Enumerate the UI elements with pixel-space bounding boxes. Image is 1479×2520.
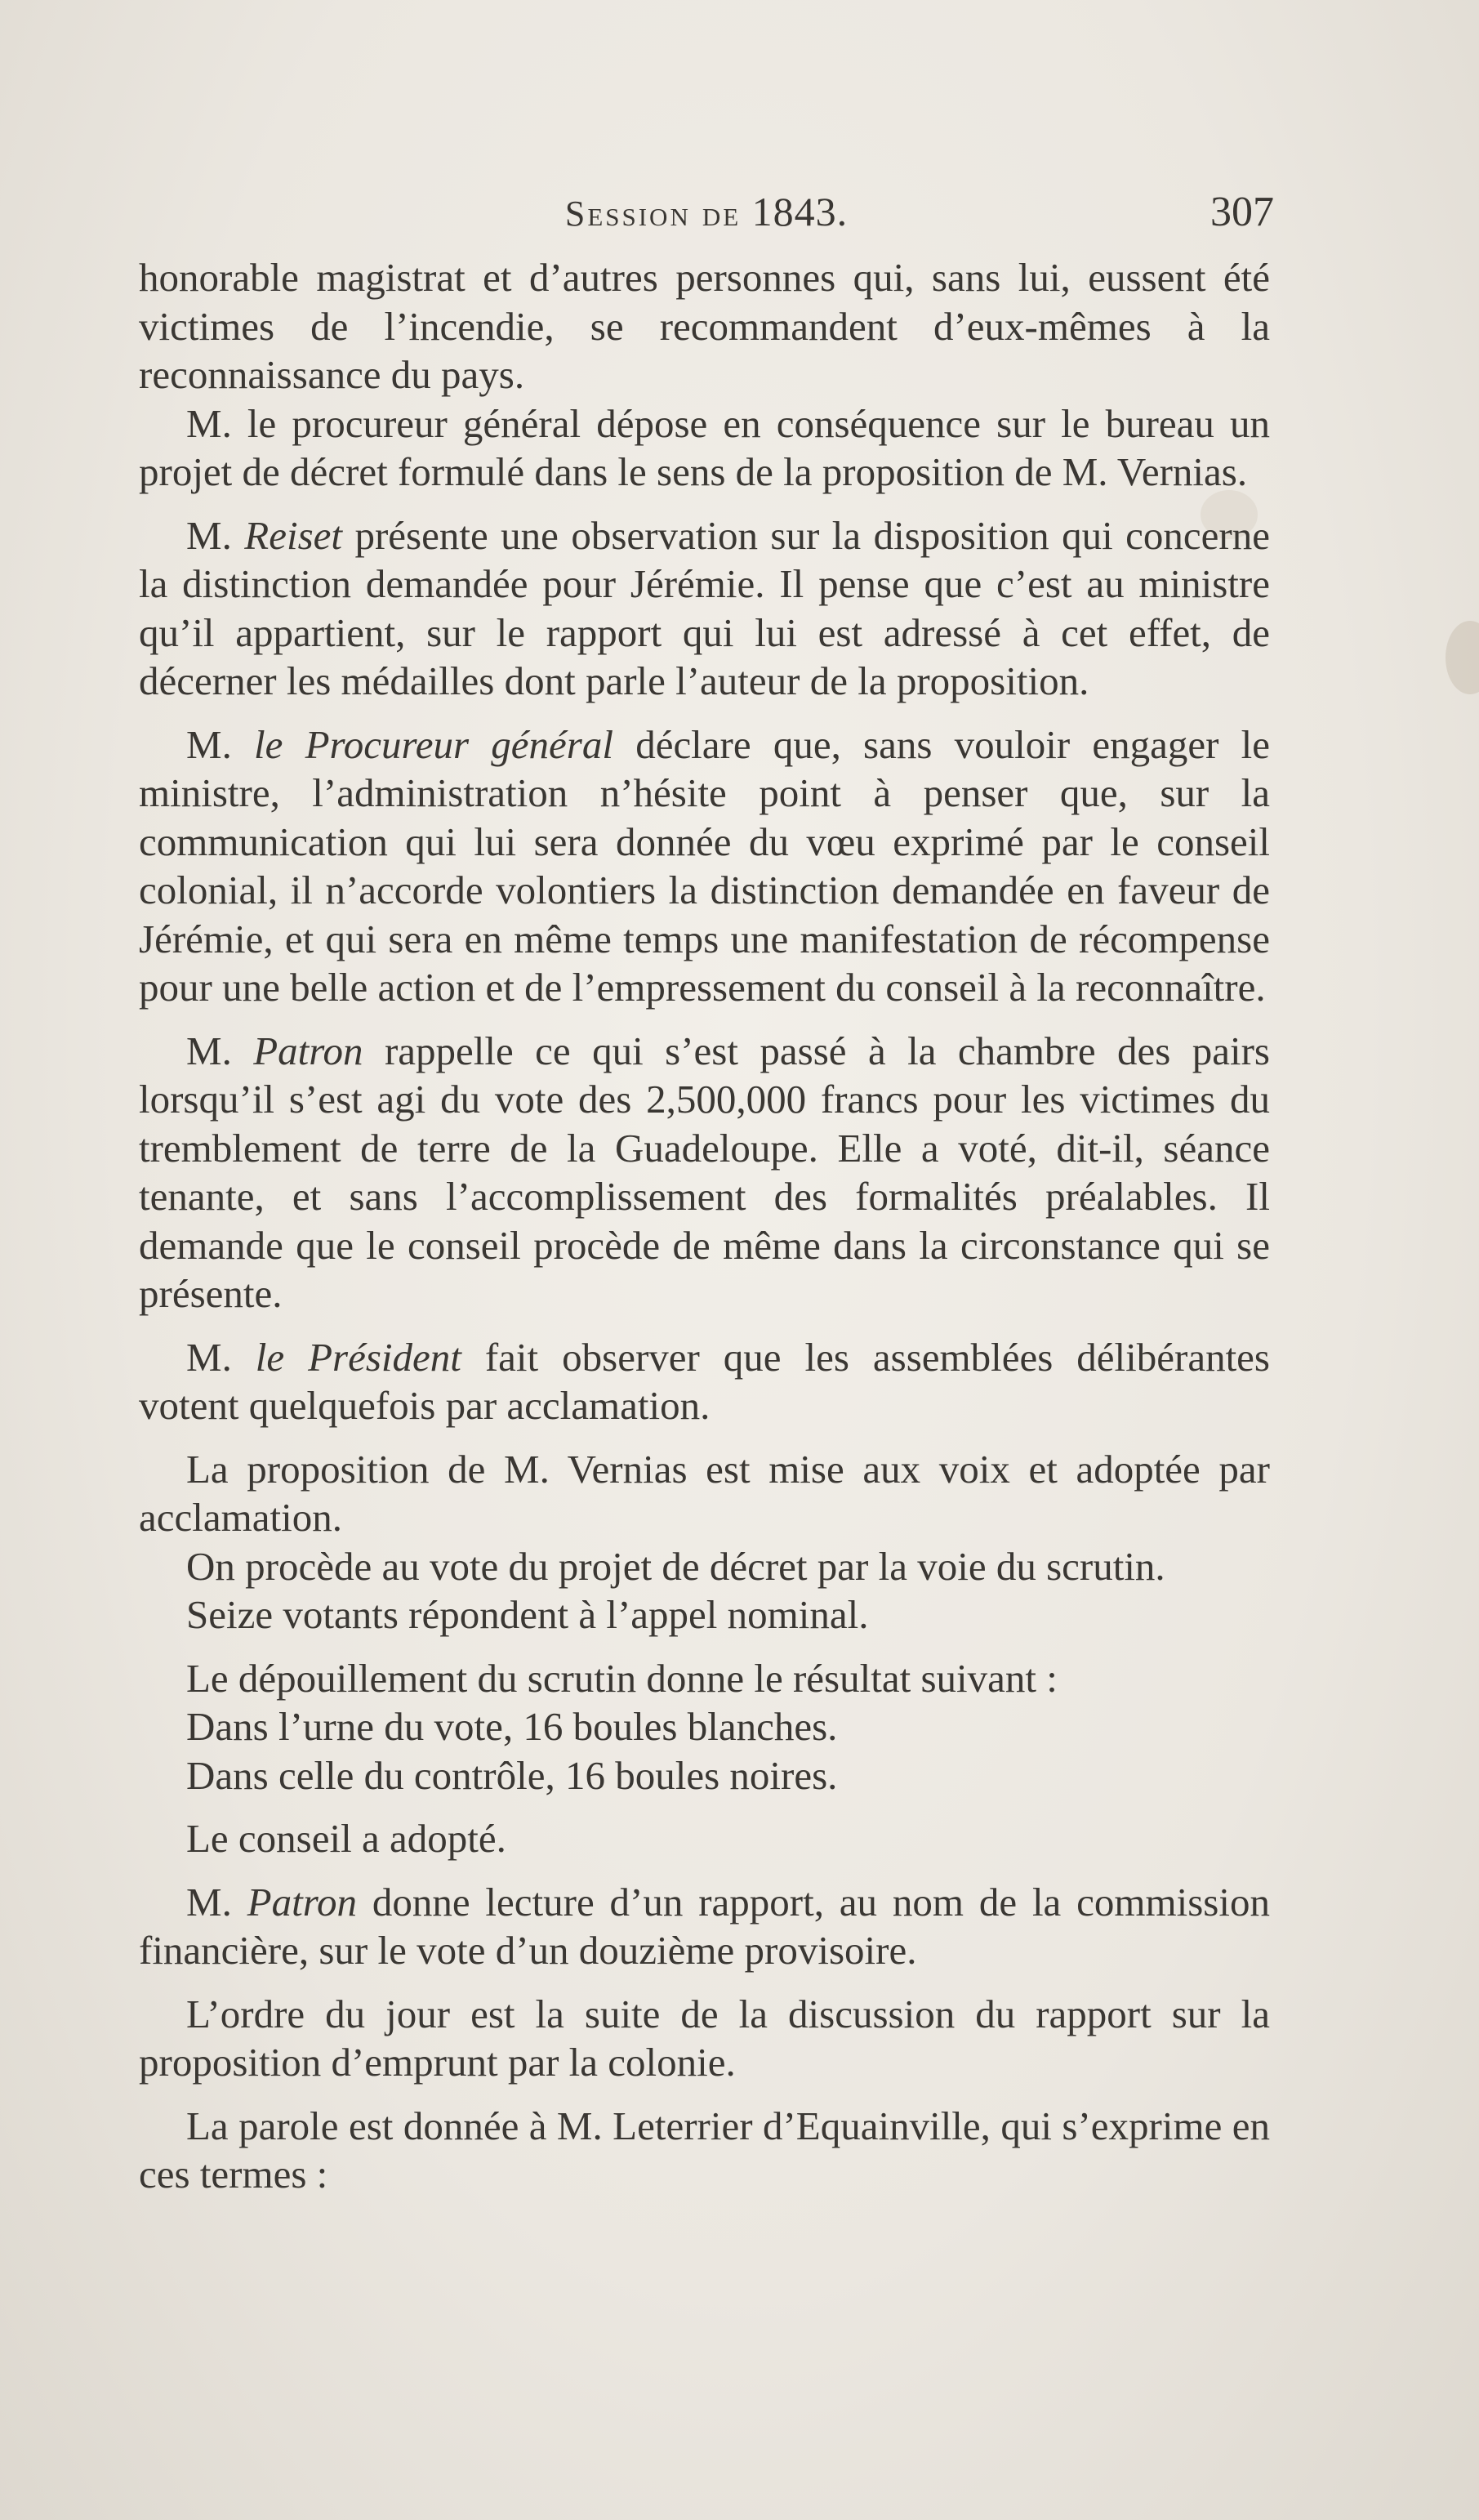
speaker-name: Patron	[247, 1879, 357, 1925]
paragraph: M. Patron donne lecture d’un rapport, au nom de la commission financière, sur le vote d’un douzième provisoire.	[139, 1879, 1270, 1973]
paragraph: L’ordre du jour est la suite de la discussion du rapport sur la proposition d’emprunt par la colonie.	[139, 1991, 1270, 2085]
paragraph: M. le Président fait observer que les assemblées délibérantes votent quelquefois par acclamation.	[139, 1334, 1270, 1428]
paragraph: La proposition de M. Vernias est mise aux voix et adoptée par acclamation.	[139, 1446, 1270, 1540]
body-text	[139, 253, 1270, 2199]
paragraph: Dans l’urne du vote, 16 boules blanches.	[186, 1704, 838, 1749]
session-year: 1843.	[751, 189, 849, 234]
paragraph: M. le procureur général dépose en conséquence sur le bureau un projet de décret formulé dans le sens de la proposition de M. Vernias.	[139, 400, 1270, 494]
paragraph: honorable magistrat et d’autres personnes qui, sans lui, eussent été victimes de l’incendie, se recommandent d’eux-mêmes à la reconnaissance du pays.	[139, 255, 1270, 397]
paragraph: Seize votants répondent à l’appel nominal.	[186, 1592, 869, 1637]
session-label: Session de	[564, 194, 742, 234]
page-header	[139, 188, 1274, 237]
speaker-name: Patron	[253, 1028, 363, 1073]
paragraph: M. Patron rappelle ce qui s’est passé à la chambre des pairs lorsqu’il s’est agi du vote des 2,500,000 francs pour les victimes du tremblement de terre de la Guadeloupe. Elle a voté, dit-il, séance tenante, et sans l’accomplissement des formalités préalables. Il demande que le conseil procède de même dans la circonstance qui se présente.	[139, 1028, 1270, 1316]
speaker-name: le Procureur général	[254, 721, 613, 767]
speaker-name: le Président	[255, 1334, 461, 1380]
running-head	[139, 188, 1274, 235]
paragraph: M. le Procureur général déclare que, sans vouloir engager le ministre, l’administration n’hésite point à penser que, sur la communication qui lui sera donnée du vœu exprimé par le conseil colonial, il n’accorde volontiers la distinction demandée en faveur de Jérémie, et qui sera en même temps une manifestation de récompense pour une belle action et de l’empressement du conseil à la reconnaître.	[139, 721, 1270, 1010]
paragraph: On procède au vote du projet de décret par la voie du scrutin.	[186, 1543, 1165, 1589]
speaker-name: Reiset	[244, 512, 343, 558]
paragraph: M. Reiset présente une observation sur la disposition qui concerne la distinction demandée pour Jérémie. Il pense que c’est au ministre qu’il appartient, sur le rapport qui lui est adressé à cet effet, de décerner les médailles dont parle l’auteur de la proposition.	[139, 512, 1270, 703]
paragraph: Le conseil a adopté.	[186, 1816, 506, 1861]
page-number: 307	[1210, 189, 1274, 235]
paragraph: Dans celle du contrôle, 16 boules noires.	[186, 1752, 838, 1798]
paragraph: Le dépouillement du scrutin donne le résultat suivant :	[186, 1655, 1058, 1701]
paper-stain	[1446, 621, 1479, 694]
paragraph: La parole est donnée à M. Leterrier d’Equainville, qui s’exprime en ces termes :	[139, 2103, 1270, 2197]
